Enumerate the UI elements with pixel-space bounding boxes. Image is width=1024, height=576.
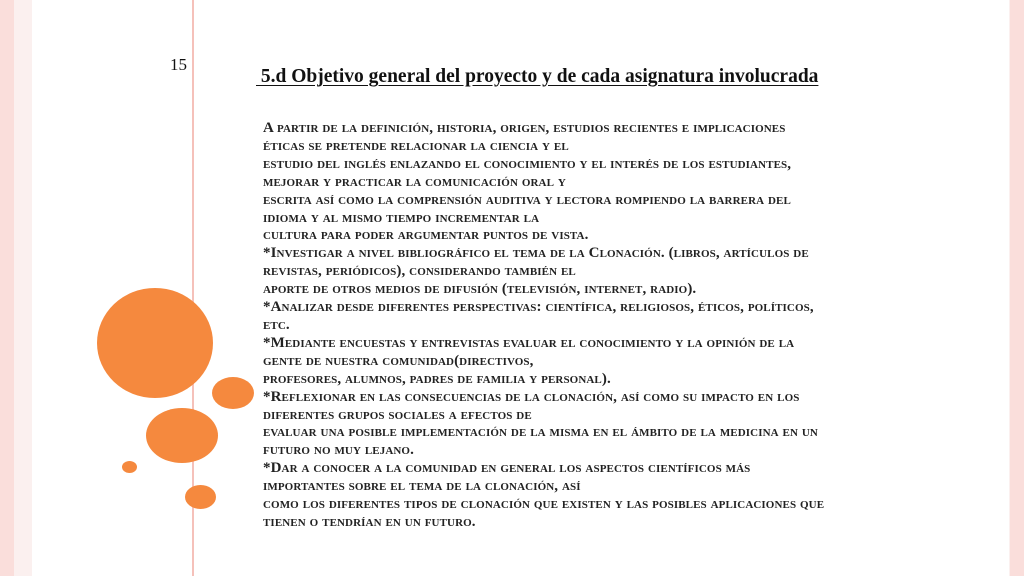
body-line: *Dar a conocer a la comunidad en general los aspectos científicos más (263, 460, 751, 477)
body-line: estudio del inglés enlazando el conocimiento y el interés de los estudiantes, (263, 155, 792, 172)
decorative-circle-tiny (122, 461, 137, 473)
right-edge-band (1010, 0, 1024, 576)
body-line: *Reflexionar en las consecuencias de la clonación, así como su impacto en los (263, 388, 800, 405)
slide-title: 5.d Objetivo general del proyecto y de cada asignatura involucrada (256, 66, 819, 87)
decorative-circle-small (212, 377, 254, 409)
body-line: aporte de otros medios de difusión (televisión, internet, radio). (263, 281, 697, 298)
body-line: A partir de la definición, historia, origen, estudios recientes e implicaciones (263, 120, 786, 136)
left-edge-band (0, 0, 14, 576)
body-line: profesores, alumnos, padres de familia y personal). (263, 370, 611, 387)
body-line: gente de nuestra comunidad(directivos, (263, 352, 534, 369)
body-line: revistas, periódicos), considerando también el (263, 263, 576, 280)
body-text (263, 120, 943, 532)
body-line: etc. (263, 316, 290, 333)
decorative-circle-medium (146, 408, 218, 463)
body-line: como los diferentes tipos de clonación que existen y las posibles aplicaciones que (263, 496, 825, 513)
body-line: evaluar una posible implementación de la misma en el ámbito de la medicina en un (263, 424, 818, 441)
page-number: 15 (170, 55, 187, 74)
body-line: idioma y al mismo tiempo incrementar la (263, 209, 540, 226)
body-line: *Investigar a nivel bibliográfico el tema de la Clonación. (libros, artículos de (263, 245, 809, 262)
body-line: éticas se pretende relacionar la ciencia y el (263, 137, 569, 154)
left-panel (32, 0, 192, 576)
body-line: *Mediante encuestas y entrevistas evaluar el conocimiento y la opinión de la (263, 334, 795, 351)
body-line: tienen o tendrían en un futuro. (263, 513, 476, 530)
body-line: cultura para poder argumentar puntos de vista. (263, 227, 589, 244)
body-line: importantes sobre el tema de la clonación, así (263, 478, 581, 495)
decorative-circle-small-bottom (185, 485, 216, 509)
body-line: mejorar y practicar la comunicación oral y (263, 173, 566, 190)
body-line: futuro no muy lejano. (263, 442, 414, 459)
body-line: *Analizar desde diferentes perspectivas: científica, religiosos, éticos, políticos, (263, 299, 814, 316)
body-line: escrita así como la comprensión auditiva y lectora rompiendo la barrera del (263, 191, 791, 208)
decorative-circle-large (97, 288, 213, 398)
body-line: diferentes grupos sociales a efectos de (263, 406, 532, 423)
